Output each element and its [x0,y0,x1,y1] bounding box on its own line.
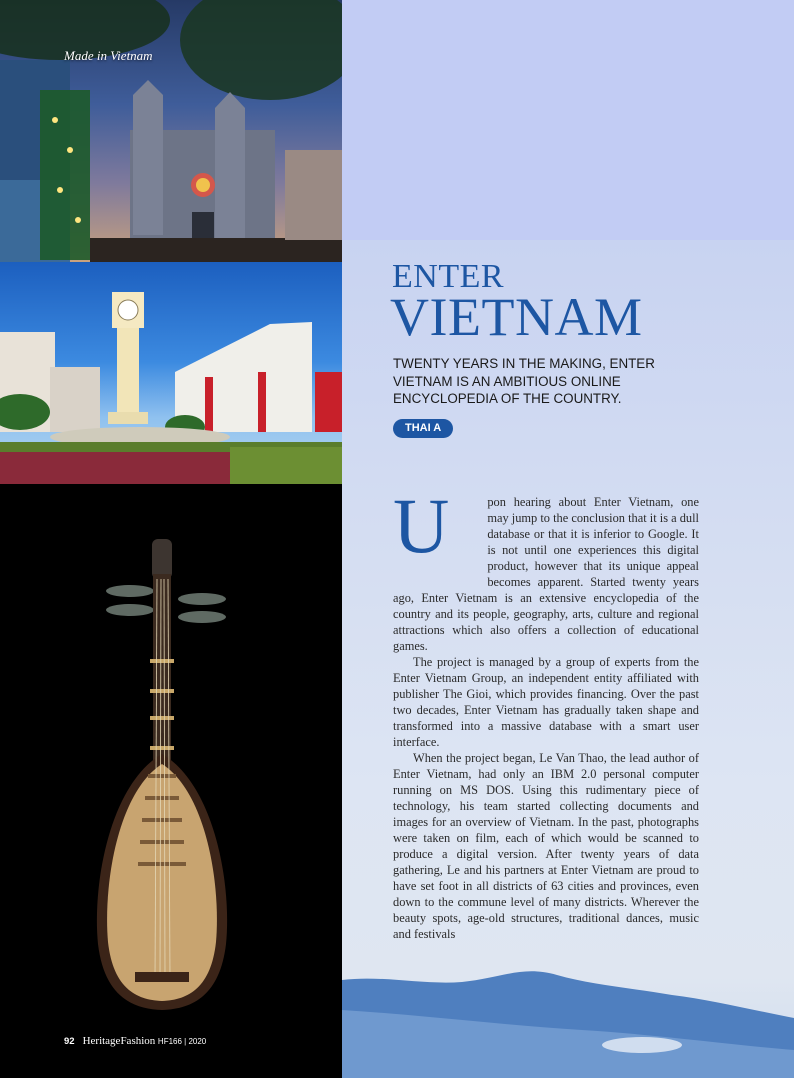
church-photo [0,0,342,262]
paragraph-1 [393,482,699,654]
section-tag: Made in Vietnam [64,48,153,63]
author-badge: THAI A [393,419,453,438]
article-body [393,482,699,942]
issue-label: HF166 | 2020 [157,1037,207,1046]
page-number: 92 [64,1036,75,1047]
church-illustration [0,0,342,262]
headline-kicker: ENTER [392,258,505,295]
lute-illustration [0,484,342,1078]
dropcap: U [393,482,450,569]
clock-tower-photo [0,262,342,484]
paragraph-3: When the project began, Le Van Thao, the lead author of Enter Vietnam, had only an IBM 2.0 personal computer running on MS DOS. Using this rudimentary piece of technology, his team started collecting documents and images for an overview of Vietnam. In the past, photographs were taken on film, each of which would be scanned to produce a digital version. After twenty years of data gathering, Le and his partners at Enter Vietnam are proud to have set foot in all districts of 63 cities and provinces, even down to the commune level of many districts. Wherever the beauty spots, age-old structures, traditional dances, music and festivals [393,751,699,941]
page-footer [64,1035,206,1047]
magazine-name: HeritageFashion [82,1035,156,1047]
standfirst: TWENTY YEARS IN THE MAKING, ENTER VIETNAM IS AN AMBITIOUS ONLINE ENCYCLOPEDIA OF THE COUNTRY. [393,356,655,406]
paragraph-1-text: pon hearing about Enter Vietnam, one may jump to the conclusion that it is a dull database or that it is inferior to Google. It is not until one experiences this digital product, however that its unique appeal becomes apparent. Started twenty years ago, Enter Vietnam is an extensive encyclopedia of the country and its people, geography, arts, culture and regional attractions which also offers a collection of educational games. [393,495,699,653]
clock-tower-illustration [0,262,342,484]
top-color-block [342,0,794,240]
lute-photo [0,484,342,1078]
paragraph-2: The project is managed by a group of experts from the Enter Vietnam Group, an independent entity affiliated with publisher The Gioi, which provides financing. Over the past two decades, Enter Vietnam has gradually taken shape and transformed into a massive database with a smart user interface. [393,655,699,749]
page-title: VIETNAM [390,287,643,347]
